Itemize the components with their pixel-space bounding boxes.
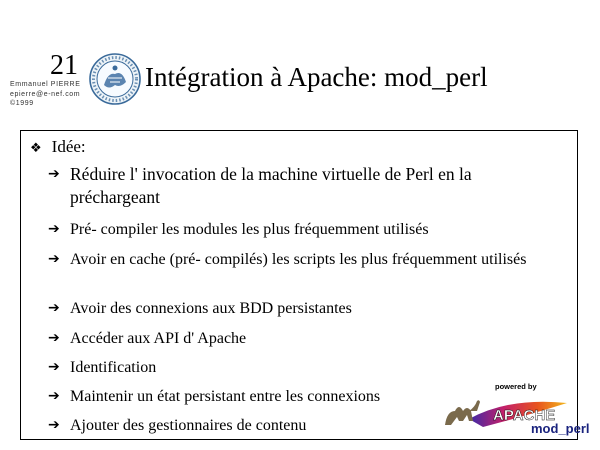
- list-item-text: Pré- compiler les modules les plus fréquemment utilisés: [70, 221, 429, 238]
- list-item-text: Maintenir un état persistant entre les connexions: [70, 388, 381, 405]
- diamond-bullet-icon: ❖: [30, 141, 42, 156]
- camel-feather-logo-icon: [439, 381, 590, 439]
- list-item: [48, 328, 246, 349]
- list-item-text: Avoir en cache (pré- compilés) les scripts les plus fréquemment utilisés: [70, 251, 527, 268]
- list-item: [48, 298, 352, 319]
- list-item-text: Ajouter des gestionnaires de contenu: [70, 417, 307, 434]
- logo-apache: APACHE: [493, 407, 556, 424]
- arrow-bullet-icon: ➔: [48, 166, 60, 182]
- arrow-bullet-icon: ➔: [48, 221, 60, 237]
- section-heading: [30, 137, 86, 159]
- list-item-text: Réduire l' invocation de la machine virtuelle de Perl en la préchargeant: [70, 164, 472, 207]
- slide-number: 21: [50, 50, 78, 81]
- circular-seal-logo-icon: [88, 52, 142, 106]
- list-item: [48, 219, 429, 240]
- section-heading-text: Idée:: [51, 137, 86, 156]
- list-item: [48, 415, 306, 436]
- content-frame: [20, 130, 590, 440]
- author-block: [10, 80, 80, 109]
- list-item-text: Avoir des connexions aux BDD persistantes: [70, 300, 352, 317]
- arrow-bullet-icon: ➔: [48, 417, 60, 433]
- arrow-bullet-icon: ➔: [48, 388, 60, 404]
- list-item: [48, 386, 380, 407]
- logo-mod-perl: mod_perl: [531, 421, 590, 436]
- list-item-text: Accéder aux API d' Apache: [70, 330, 247, 347]
- copyright: ©1999: [10, 100, 34, 107]
- list-item: [48, 163, 548, 209]
- slide-title: Intégration à Apache: mod_perl: [145, 62, 488, 92]
- logo-powered-by: powered by: [495, 382, 537, 391]
- list-item: [48, 357, 156, 378]
- arrow-bullet-icon: ➔: [48, 251, 60, 267]
- arrow-bullet-icon: ➔: [48, 359, 60, 375]
- list-item: [48, 249, 526, 270]
- arrow-bullet-icon: ➔: [48, 300, 60, 316]
- arrow-bullet-icon: ➔: [48, 330, 60, 346]
- list-item-text: Identification: [70, 359, 157, 376]
- author-email: epierre@e-nef.com: [10, 90, 81, 98]
- author-name: Emmanuel PIERRE: [10, 81, 81, 88]
